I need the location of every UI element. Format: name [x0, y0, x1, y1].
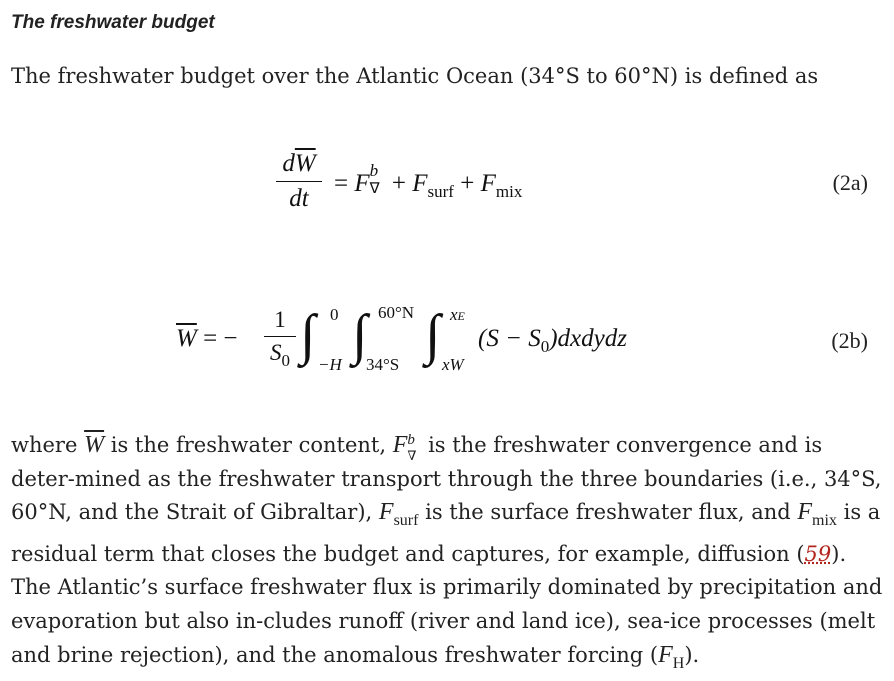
h-subscript-inline: H [672, 654, 685, 672]
integral-longitude-upper [450, 305, 465, 325]
s-subscript: 0 [281, 351, 290, 370]
derivative-numerator [276, 150, 322, 178]
w-bar-symbol: $\overline{W}$ [176, 325, 197, 352]
body-text: is the surface freshwater flux, and [418, 500, 798, 525]
s0-subscript: 0 [540, 337, 550, 356]
w-bar-inline: $\overline{W}$ [84, 432, 105, 458]
f-subscript-inline: ∇ [407, 449, 417, 464]
f-superscript: b [369, 161, 379, 180]
integral-sign-depth: ∫ [300, 304, 316, 366]
equals-sign: = [334, 170, 349, 197]
body-text: where [11, 433, 85, 457]
equation-number-2a: (2a) [832, 170, 868, 195]
body-text: is the freshwater content, [104, 433, 393, 457]
mix-subscript: mix [495, 182, 523, 201]
s-symbol: S [270, 340, 282, 365]
f-surf-symbol: F [412, 170, 428, 197]
f-h-inline: F [658, 641, 673, 668]
body-paragraph [11, 429, 883, 680]
fraction-denominator [264, 340, 296, 371]
plus-sign: + [460, 170, 475, 197]
mix-subscript-inline: mix [812, 512, 837, 530]
f-subscript: ∇ [369, 181, 380, 197]
w-bar-symbol: $\overline{W}$ [294, 150, 316, 177]
f-mix-symbol: F [480, 170, 496, 197]
body-text: ). [684, 642, 700, 667]
one-over-s0-fraction [264, 307, 296, 371]
f-superscript-inline: b [407, 432, 415, 448]
fraction-bar [276, 181, 322, 182]
f-convergence-inline: F [392, 432, 408, 458]
fraction-numerator: 1 [274, 307, 286, 332]
surf-subscript: surf [427, 182, 454, 201]
integrand [478, 325, 627, 357]
plus-sign: + [391, 170, 406, 197]
equation-number-2b: (2b) [831, 328, 868, 353]
integral-depth-upper: 0 [330, 305, 339, 324]
integral-sign-latitude: ∫ [352, 304, 368, 366]
surf-subscript-inline: surf [393, 512, 419, 530]
body-text: is the freshwater convergence and is deter-mined as the freshwater transport through the three boundaries (i.e., 34°S, 60°N, and the Strait of Gibraltar), [11, 433, 882, 525]
x-symbol: x [450, 305, 458, 324]
section-heading: The freshwater budget [11, 12, 215, 33]
f-surf-inline: F [378, 499, 394, 526]
integral-sign-longitude: ∫ [425, 304, 441, 366]
equals-minus-sign: = − [203, 325, 238, 352]
body-text: is a residual term that closes the budget and captures, for example, diffusion ( [11, 500, 881, 566]
intro-text: The freshwater budget over the Atlantic Ocean (34°S to 60°N) is defined as [11, 64, 819, 88]
integrand-head: (S − S [478, 325, 541, 352]
f-mix-inline: F [797, 499, 813, 526]
equation-2a [0, 150, 894, 220]
reference-link-59[interactable]: 59 [804, 541, 832, 566]
integral-latitude-upper: 60°N [378, 303, 415, 322]
fraction-bar [264, 336, 296, 337]
integrand-tail: )dxdydz [549, 325, 627, 352]
d-symbol: d [282, 150, 295, 177]
derivative-denominator: dt [289, 185, 309, 212]
e-subscript: E [457, 309, 465, 323]
equation-2b [0, 295, 894, 385]
integral-longitude-lower: xW [442, 355, 464, 374]
w-bar-lhs [176, 325, 238, 353]
integral-depth-lower: −H [318, 355, 342, 374]
f-convergence-symbol: F [354, 170, 370, 197]
equation-2a-rhs [334, 161, 523, 202]
body-text: ). The Atlantic’s surface freshwater flux is primarily dominated by precipitation and evaporation but also in-cludes runoff (river and land ice), sea-ice processes (melt and brine rejection), and the anomalous freshwater forcing ( [11, 541, 883, 667]
integral-latitude-lower: 34°S [366, 355, 400, 374]
derivative-fraction [276, 150, 322, 213]
